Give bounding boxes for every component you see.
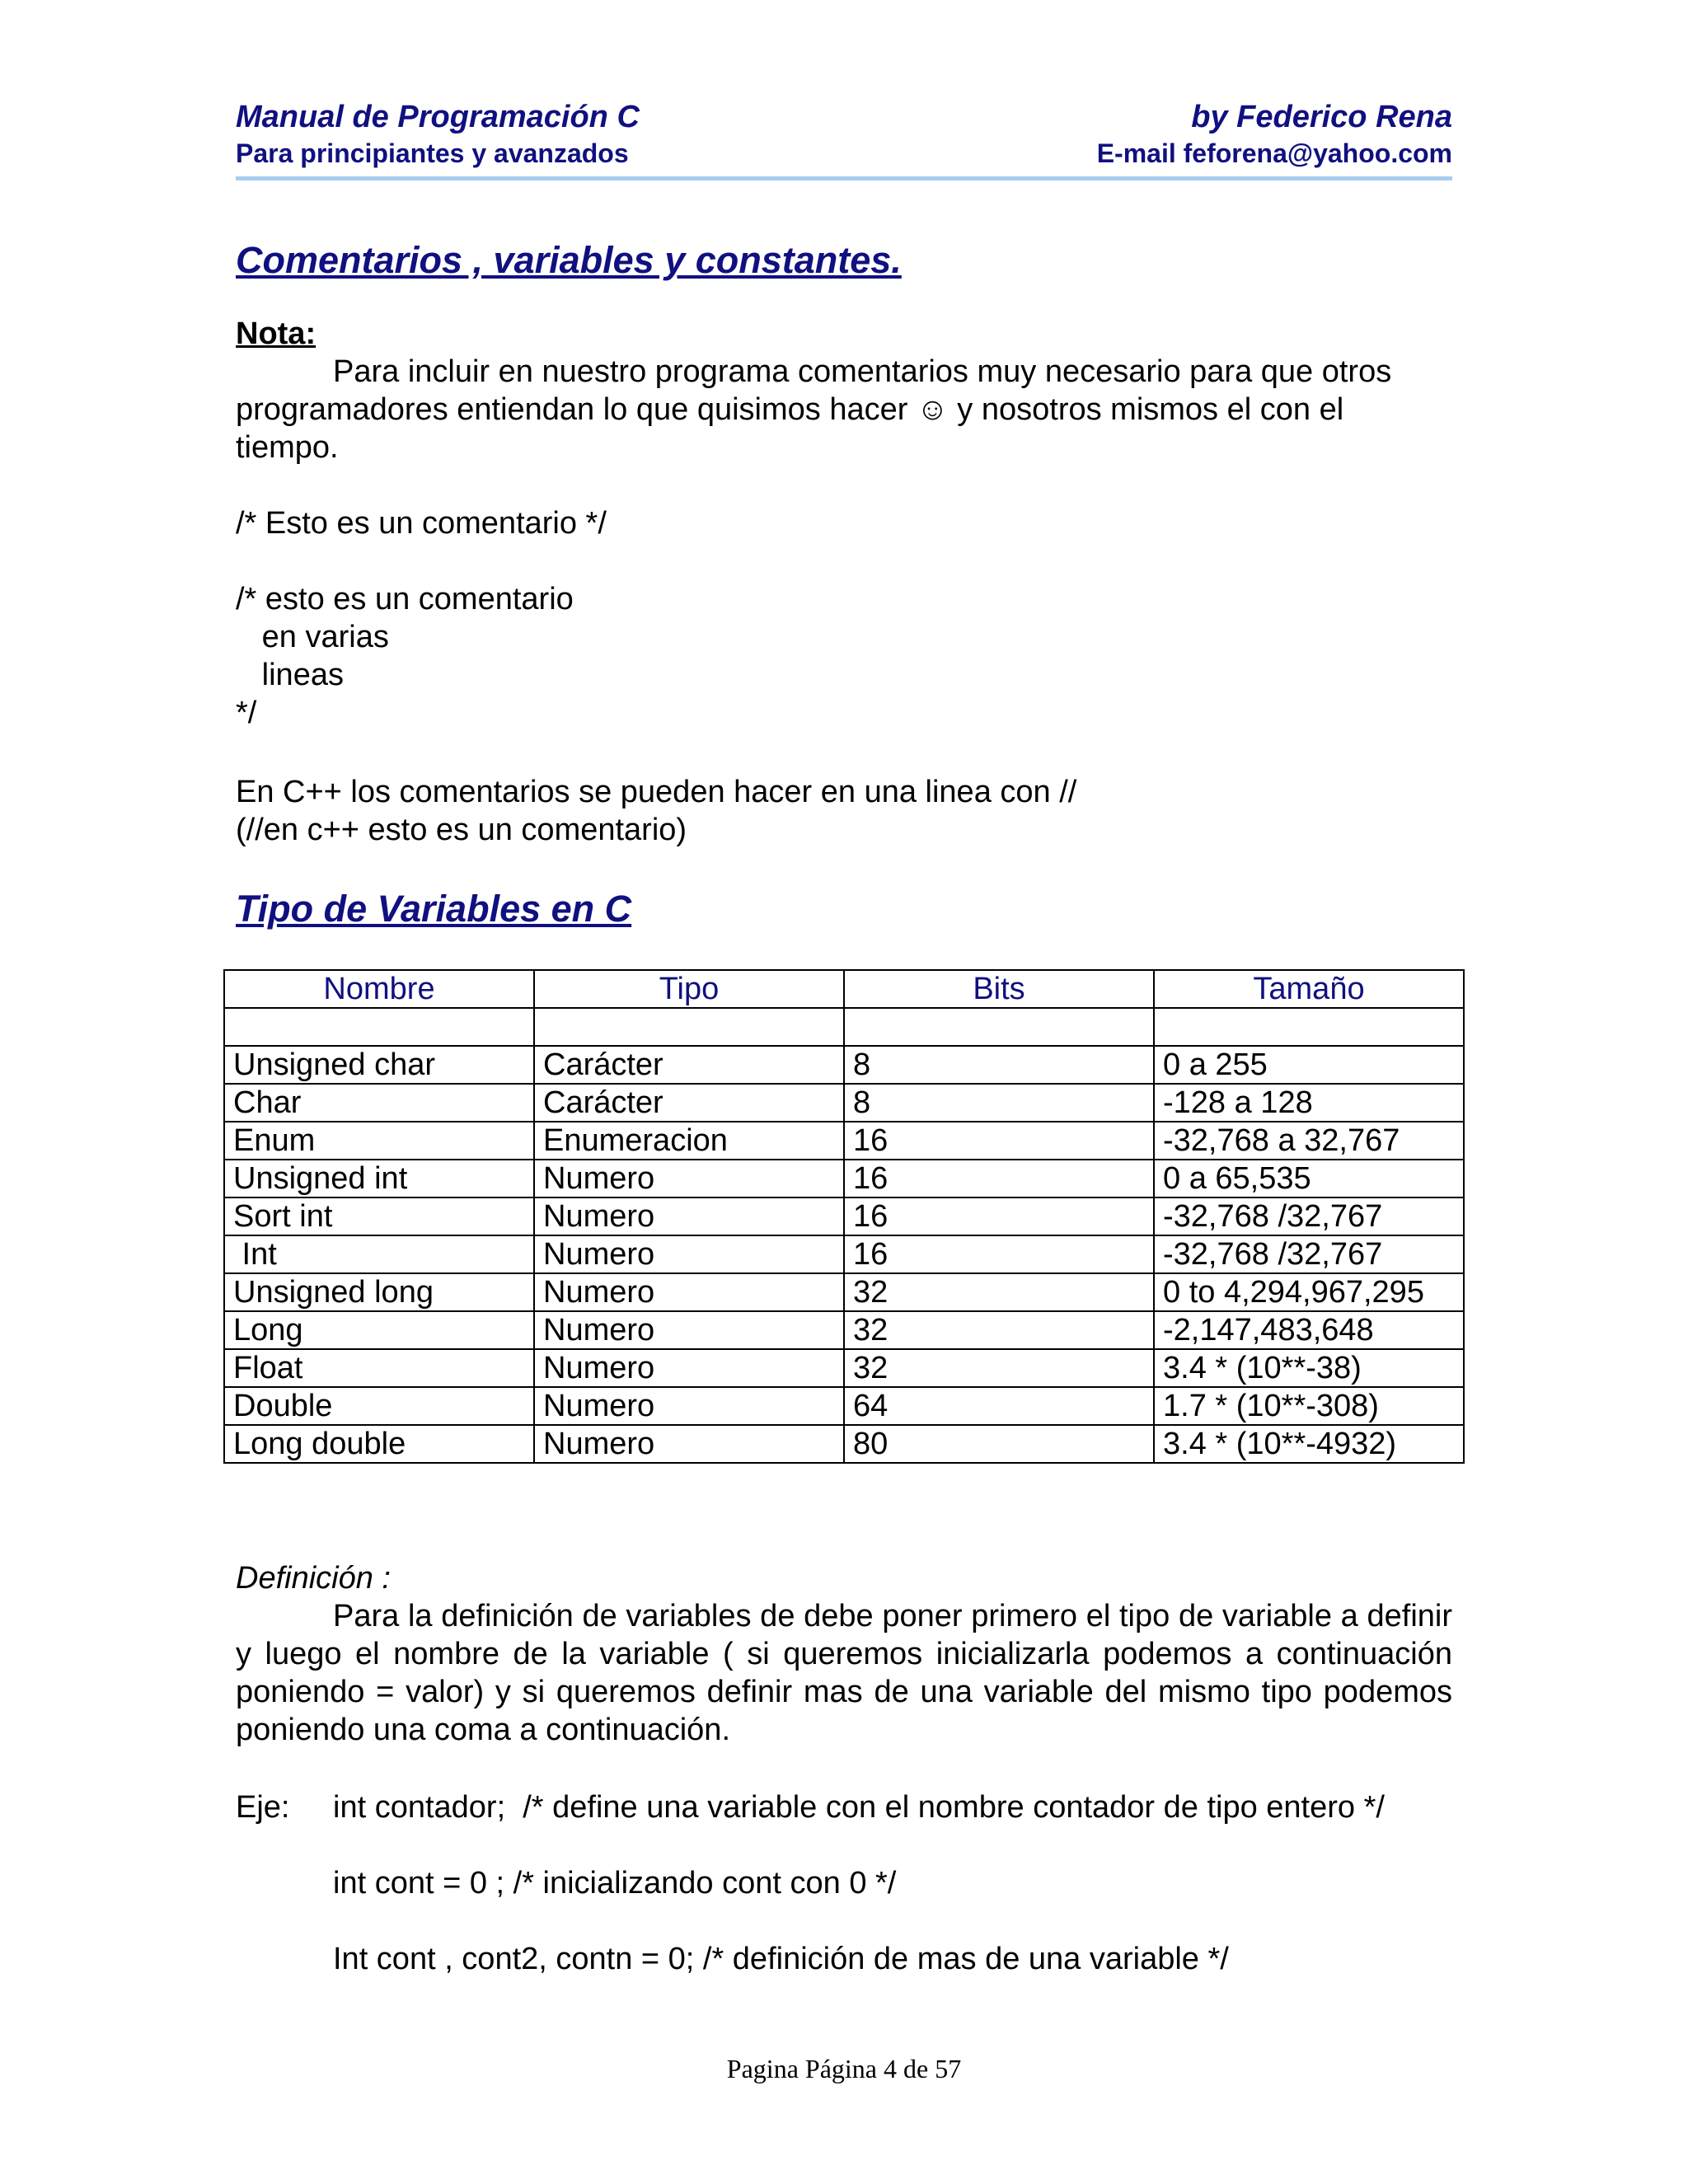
header-left bbox=[236, 97, 640, 170]
column-header-tipo: Tipo bbox=[534, 970, 844, 1008]
table-cell: -32,768 /32,767 bbox=[1154, 1197, 1464, 1235]
nota-paragraph: Para incluir en nuestro programa comentarios muy necesario para que otros programadores entiendan lo que quisimos hacer ☺ y nosotros mismos el con el tiempo. bbox=[236, 354, 1392, 465]
table-cell: Enumeracion bbox=[534, 1122, 844, 1160]
example-line-3: Int cont , cont2, contn = 0; /* definición de mas de una variable */ bbox=[333, 1942, 1229, 1976]
nota-label bbox=[236, 315, 1452, 353]
table-cell: Numero bbox=[534, 1197, 844, 1235]
table-cell bbox=[224, 1008, 534, 1046]
table-cell: 8 bbox=[844, 1046, 1154, 1084]
table-row bbox=[224, 1273, 1464, 1311]
table-body bbox=[224, 1046, 1464, 1463]
table-cell: Numero bbox=[534, 1273, 844, 1311]
table-cell: Carácter bbox=[534, 1084, 844, 1122]
table-cell: 8 bbox=[844, 1084, 1154, 1122]
table-cell: -2,147,483,648 bbox=[1154, 1311, 1464, 1349]
table-cell: Numero bbox=[534, 1387, 844, 1425]
table-row bbox=[224, 1197, 1464, 1235]
cpp-comment-line1: En C++ los comentarios se pueden hacer en una linea con // bbox=[236, 775, 1077, 809]
table-cell: Char bbox=[224, 1084, 534, 1122]
table-cell: 1.7 * (10**-308) bbox=[1154, 1387, 1464, 1425]
table-cell: Numero bbox=[534, 1425, 844, 1463]
table-cell: 16 bbox=[844, 1122, 1154, 1160]
table-row bbox=[224, 1122, 1464, 1160]
column-header-bits: Bits bbox=[844, 970, 1154, 1008]
table-cell bbox=[1154, 1008, 1464, 1046]
definition-label: Definición : bbox=[236, 1561, 391, 1596]
table-cell: Unsigned int bbox=[224, 1160, 534, 1197]
table-cell: 3.4 * (10**-38) bbox=[1154, 1349, 1464, 1387]
author-name: by Federico Rena bbox=[1191, 100, 1452, 134]
author-email: E-mail feforena@yahoo.com bbox=[1096, 138, 1452, 168]
table-row bbox=[224, 1235, 1464, 1273]
table-empty-row bbox=[224, 1008, 1464, 1046]
nota-heading: Nota: bbox=[236, 316, 316, 351]
table-cell: 3.4 * (10**-4932) bbox=[1154, 1425, 1464, 1463]
table-cell bbox=[534, 1008, 844, 1046]
table-cell: 32 bbox=[844, 1349, 1154, 1387]
table-cell: Float bbox=[224, 1349, 534, 1387]
table-cell: 0 a 255 bbox=[1154, 1046, 1464, 1084]
table-cell: Unsigned long bbox=[224, 1273, 534, 1311]
table-cell: 80 bbox=[844, 1425, 1154, 1463]
table-cell: -32,768 a 32,767 bbox=[1154, 1122, 1464, 1160]
table-cell: Long bbox=[224, 1311, 534, 1349]
table-cell: Carácter bbox=[534, 1046, 844, 1084]
section-title-variables: Tipo de Variables en C bbox=[236, 888, 632, 930]
comment-single-example: /* Esto es un comentario */ bbox=[236, 506, 607, 541]
table-cell: 32 bbox=[844, 1273, 1154, 1311]
definition-paragraph: Para la definición de variables de debe poner primero el tipo de variable a definir y luego el nombre de la variable ( si queremos inicializarla podemos a continuación poniendo = valor) y si queremos definir mas de una variable del mismo tipo podemos poniendo una coma a continuación. bbox=[236, 1599, 1452, 1747]
table-cell: Numero bbox=[534, 1311, 844, 1349]
table-cell: 16 bbox=[844, 1235, 1154, 1273]
table-cell: -32,768 /32,767 bbox=[1154, 1235, 1464, 1273]
table-cell: Numero bbox=[534, 1349, 844, 1387]
table-cell: Double bbox=[224, 1387, 534, 1425]
comment-multi-example: /* esto es un comentario en varias lineas */ bbox=[236, 582, 574, 730]
table-row bbox=[224, 1084, 1464, 1122]
example-label: Eje: bbox=[236, 1790, 290, 1825]
section-title-comments: Comentarios , variables y constantes. bbox=[236, 239, 902, 281]
table-cell: Numero bbox=[534, 1235, 844, 1273]
manual-title: Manual de Programación C bbox=[236, 100, 640, 134]
manual-subtitle: Para principiantes y avanzados bbox=[236, 138, 629, 168]
table-cell: 0 a 65,535 bbox=[1154, 1160, 1464, 1197]
table-cell: Int bbox=[224, 1235, 534, 1273]
table-row bbox=[224, 1160, 1464, 1197]
table-row bbox=[224, 1425, 1464, 1463]
table-cell: Long double bbox=[224, 1425, 534, 1463]
table-header-row bbox=[224, 970, 1464, 1008]
variable-types-table bbox=[223, 969, 1465, 1464]
table-cell: Unsigned char bbox=[224, 1046, 534, 1084]
table-cell: Enum bbox=[224, 1122, 534, 1160]
column-header-nombre: Nombre bbox=[224, 970, 534, 1008]
table-cell: Numero bbox=[534, 1160, 844, 1197]
column-header-tamano: Tamaño bbox=[1154, 970, 1464, 1008]
table-cell: 32 bbox=[844, 1311, 1154, 1349]
table-cell: 16 bbox=[844, 1197, 1154, 1235]
table-row bbox=[224, 1349, 1464, 1387]
table-cell: 16 bbox=[844, 1160, 1154, 1197]
table-row bbox=[224, 1311, 1464, 1349]
page-number: Pagina Página 4 de 57 bbox=[726, 2054, 962, 2083]
table-cell bbox=[844, 1008, 1154, 1046]
table-cell: 64 bbox=[844, 1387, 1154, 1425]
table-cell: 0 to 4,294,967,295 bbox=[1154, 1273, 1464, 1311]
table-cell: -128 a 128 bbox=[1154, 1084, 1464, 1122]
example-line-1: int contador; /* define una variable con el nombre contador de tipo entero */ bbox=[333, 1790, 1385, 1825]
cpp-comment-line2: (//en c++ esto es un comentario) bbox=[236, 813, 687, 847]
table-cell: Sort int bbox=[224, 1197, 534, 1235]
table-row bbox=[224, 1046, 1464, 1084]
header-right bbox=[1097, 97, 1452, 170]
header-divider bbox=[236, 176, 1452, 180]
example-line-2: int cont = 0 ; /* inicializando cont con 0 */ bbox=[333, 1866, 897, 1900]
table-row bbox=[224, 1387, 1464, 1425]
